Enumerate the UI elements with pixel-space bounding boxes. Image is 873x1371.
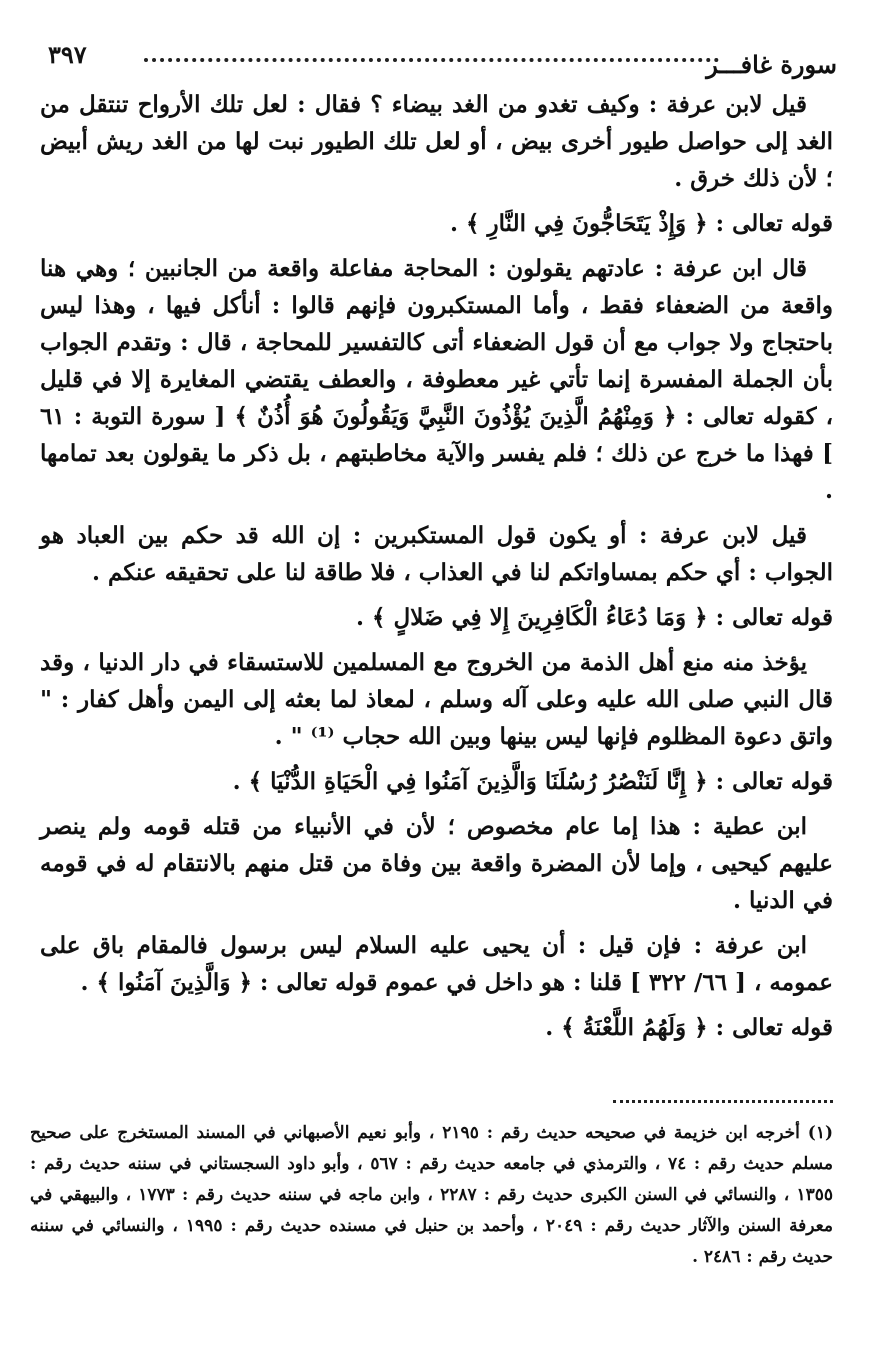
page-header	[48, 40, 837, 84]
verse-line: قوله تعالى : ﴿ إِنَّا لَنَنْصُرُ رُسُلَنَا وَالَّذِينَ آمَنُوا فِي الْحَيَاةِ الدُّنْيَا ﴾ .	[232, 768, 833, 795]
footnotes	[30, 1118, 833, 1273]
surah-title: سورة غافـــر	[706, 50, 837, 79]
verse-line: قوله تعالى : ﴿ وَلَهُمُ اللَّعْنَةُ ﴾ .	[545, 1014, 833, 1041]
header-divider	[144, 58, 719, 62]
verse-line: قوله تعالى : ﴿ وَمَا دُعَاءُ الْكَافِرِينَ إِلا فِي ضَلالٍ ﴾ .	[356, 604, 833, 631]
footnote: (١) أخرجه ابن خزيمة في صحيحه حديث رقم : ٢١٩٥ ، وأبو نعيم الأصبهاني في المسند المستخرج على صحيح مسلم حديث رقم : ٧٤ ، والترمذي في جامعه حديث رقم : ٥٦٧ ، وأبو داود السجستاني في سننه حديث رقم : ١٣٥٥ ، والنسائي في السنن الكبرى حديث رقم : ٢٢٨٧ ، وابن ماجه في سننه حديث رقم : ١٧٧٣ ، والبيهقي في معرفة السنن والآثار حديث رقم : ٢٠٤٩ ، وأحمد بن حنبل في مسنده حديث رقم : ١٩٩٥ ، والنسائي في سننه حديث رقم : ٢٤٨٦ .	[30, 1123, 834, 1267]
paragraph: قال ابن عرفة : عادتهم يقولون : المحاجة مفاعلة واقعة من الجانبين ؛ وهي هنا واقعة من الضعفاء فقط ، وأما المستكبرون فإنهم قالوا : أنأكل فيها ، وهذا ليس باحتجاج ولا جواب مع أن قول الضعفاء أتى كالتفسير للمحاجة ، قال : وتقدم الجواب بأن الجملة المفسرة إنما تأتي غير معطوفة ، والعطف يقتضي المغايرة إلا في قليل ، كقوله تعالى : ﴿ وَمِنْهُمُ الَّذِينَ يُؤْذُونَ النَّبِيَّ وَيَقُولُونَ هُوَ أُذُنٌ ﴾ [ سورة التوبة : ٦١ ] فهذا ما خرج عن ذلك ؛ فلم يفسر والآية مخاطبتهم ، بل ذكر ما يقولون بعد تمامها .	[40, 255, 833, 504]
main-text	[40, 86, 833, 1054]
paragraph: ابن عرفة : فإن قيل : أن يحيى عليه السلام ليس برسول فالمقام باق على عمومه ، [ ٦٦/ ٣٢٢ ] قلنا : هو داخل في عموم قوله تعالى : ﴿ وَالَّذِينَ آمَنُوا ﴾ .	[40, 932, 833, 996]
footnote-divider	[613, 1100, 833, 1103]
paragraph: ابن عطية : هذا إما عام مخصوص ؛ لأن في الأنبياء من قتله قومه ولم ينصر عليهم كيحيى ، وإما لأن المضرة واقعة بين وفاة من قتل منهم بالانتقام له في قومه في الدنيا .	[40, 813, 833, 914]
page-number: ٣٩٧	[48, 40, 87, 69]
paragraph: قيل لابن عرفة : أو يكون قول المستكبرين : إن الله قد حكم بين العباد هو الجواب : أي حكم بمساواتكم لنا في العذاب ، فلا طاقة لنا على تحقيقه عنكم .	[40, 522, 833, 586]
paragraph: يؤخذ منه منع أهل الذمة من الخروج مع المسلمين للاستسقاء في دار الدنيا ، وقد قال النبي صلى الله عليه وعلى آله وسلم ، لمعاذ لما بعثه إلى اليمن وأهل كفار : " واتق دعوة المظلوم فإنها ليس بينها وبين الله حجاب ⁽¹⁾ " .	[40, 649, 833, 750]
paragraph: قيل لابن عرفة : وكيف تغدو من الغد بيضاء ؟ فقال : لعل تلك الأرواح تنتقل من الغد إلى حواصل طيور أخرى بيض ، أو لعل تلك الطيور نبت لها من الغد ريش أبيض ؛ لأن ذلك خرق .	[40, 91, 833, 192]
verse-line: قوله تعالى : ﴿ وَإِذْ يَتَحَاجُّونَ فِي النَّارِ ﴾ .	[450, 210, 833, 237]
